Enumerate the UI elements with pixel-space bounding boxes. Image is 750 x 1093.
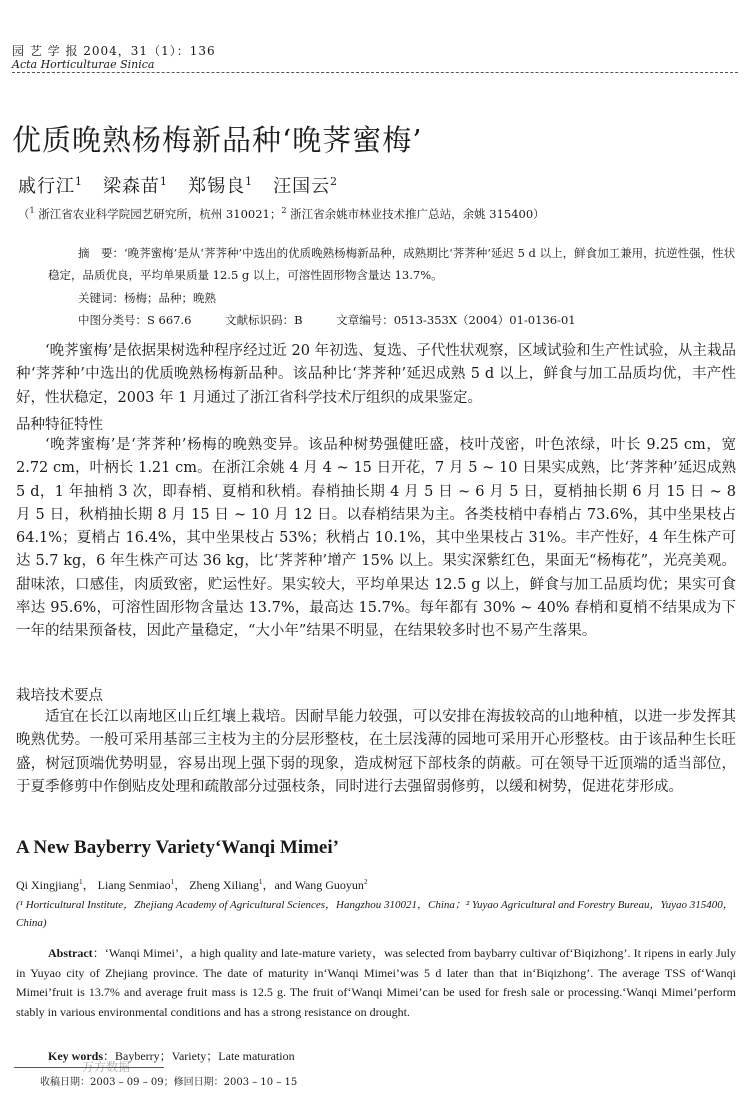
author-cn: 戚行江 <box>18 176 75 197</box>
author-cn: 郑锡良 <box>188 176 246 197</box>
abstract-en <box>16 944 736 1022</box>
author-cn: 梁森苗 <box>103 176 161 197</box>
keywords-en-text: ：Bayberry；Variety；Late maturation <box>103 1049 295 1063</box>
keywords-cn: 关键词：杨梅；品种；晚熟 <box>78 291 216 305</box>
abstract-en-text: ：‘Wanqi Mimei’，a high quality and late-mature variety，was selected from baybarry cultivar of‘Biqizhong’. It ripens in early July in Yuyao city of Zhejiang province. The date of maturity in‘Wanqi Mimei’was 5 d later than that in‘Biqizhong’. The average TSS of‘Wanqi Mimei’fruit is 13.7% and average fruit mass is 12.5 g. The fruit of‘Wanqi Mimei’can be used for fresh sale or processing.‘Wanqi Mimei’perform stably in various environmental conditions and has a strong resistance on drought. <box>16 946 736 1019</box>
abstract-cn: 摘 要：‘晚荠蜜梅’是从‘荠荠种’中选出的优质晚熟杨梅新品种，成熟期比‘荠荠种’延迟 5 d 以上，鲜食加工兼用，抗逆性强，性状稳定，品质优良，平均单果质量 12.5 g 以上，可溶性固形物含量达 13.7%。 <box>48 246 736 282</box>
cultivation-paragraph: 适宜在长江以南地区山丘红壤上栽培。因耐旱能力较强，可以安排在海拔较高的山地种植，以进一步发挥其晚熟优势。一般可采用基部三主枝为主的分层形整枝，在土层浅薄的园地可采用开心形整枝。由于该品种生长旺盛，树冠顶端优势明显，容易出现上强下弱的现象，造成树冠下部枝条的荫蔽。可在领导干近顶端的适当部位，于夏季修剪中作倒贴皮处理和疏散部分过强枝条，同时进行去强留弱修剪，以缓和树势，促进花芽形成。 <box>16 709 736 795</box>
section-title-cultivation: 栽培技术要点 <box>16 688 103 704</box>
watermark: 万方数据 <box>82 1060 131 1074</box>
journal-header: 园 艺 学 报 2004，31（1）：136 <box>12 44 216 58</box>
intro-paragraph: ‘晚荠蜜梅’是依据果树选种程序经过近 20 年初选、复选、子代性状观察，区域试验和生产性试验，从主栽品种‘荠荠种’中选出的优质晚熟杨梅新品种。该品种比‘荠荠种’延迟成熟 5 d 以上，鲜食与加工品质均优，丰产性好，性状稳定，2003 年 1 月通过了浙江省科学技术厅组织的成果鉴定。 <box>16 343 736 406</box>
title-en: A New Bayberry Variety‘Wanqi Mimei’ <box>16 837 339 858</box>
author-cn: 汪国云 <box>273 176 331 197</box>
title-cn: 优质晚熟杨梅新品种‘晚荠蜜梅’ <box>12 123 423 157</box>
author-en: Liang Senmiao <box>97 878 171 892</box>
abstract-en-label: Abstract <box>48 946 93 960</box>
clc-number: 中图分类号：S 667.6 <box>78 313 192 327</box>
author-en: Wang Guoyun <box>294 878 364 892</box>
author-en: Qi Xingjiang <box>16 878 79 892</box>
authors-cn: 戚行江$^1$ 梁森苗$^1$ 郑锡良$^1$ 汪国云$^2$ <box>18 175 339 197</box>
affiliation-en: (¹ Horticultural Institute，Zhejiang Academy of Agricultural Sciences，Hangzhou 310021，China；² Yuyao Agricultural and Forestry Bureau，Yuyao 315400，China) <box>16 899 734 929</box>
footnote-rule <box>14 1067 164 1068</box>
keywords-en-label: Key words <box>48 1049 103 1063</box>
section-title-characteristics: 品种特征特性 <box>16 417 103 433</box>
affiliation-cn: （$^1$ 浙江省农业科学院园艺研究所，杭州 310021；$^2$ 浙江省余姚市林业技术推广总站，余姚 315400） <box>18 206 545 221</box>
characteristics-paragraph: ‘晚荠蜜梅’是‘荠荠种’杨梅的晚熟变异。该品种树势强健旺盛，枝叶茂密，叶色浓绿，叶长 9.25 cm，宽 2.72 cm，叶柄长 1.21 cm。在浙江余姚 4 月 4 ~ 15 日开花，7 月 5 ~ 10 日果实成熟，比‘荠荠种’延迟成熟 5 d，1 年抽梢 3 次，即春梢、夏梢和秋梢。春梢抽长期 4 月 5 日 ~ 6 月 5 日，夏梢抽长期 6 月 15 日 ~ 8 月 5 日，秋梢抽长期 8 月 15 日 ~ 10 月 12 日。以春梢结果为主。各类枝梢中春梢占 73.6%，其中坐果枝占 64.1%；夏梢占 16.4%，其中坐果枝占 53%；秋梢占 10.1%，其中坐果枝占 31%。丰产性好，4 年生株产可达 5.7 kg，6 年生株产可达 36 kg，比‘荠荠种’增产 15% 以上。果实深紫红色，果面无“杨梅花”，光亮美观。甜味浓，口感佳，肉质致密，贮运性好。果实较大，平均单果达 12.5 g 以上，鲜食与加工品质均优；果实可食率达 95.6%，可溶性固形物含量达 13.7%，最高达 15.7%。每年都有 30% ~ 40% 春梢和夏梢不结果成为下一年的结果预备枝，因此产量稳定，“大小年”结果不明显，在结果较多时也不易产生落果。 <box>16 437 736 640</box>
article-number: 文章编号：0513-353X（2004）01-0136-01 <box>336 313 576 327</box>
author-en: Zheng Xiliang <box>189 878 259 892</box>
received-date-footnote: 收稿日期：2003 – 09 – 09；修回日期：2003 – 10 – 15 <box>40 1077 298 1088</box>
doc-code: 文献标识码：B <box>225 313 303 327</box>
journal-name-en: Acta Horticulturae Sinica <box>12 58 155 71</box>
classification-cn <box>78 312 606 328</box>
header-rule <box>12 72 738 73</box>
authors-en: Qi Xingjiang$^1$， Liang Senmiao$^1$， Zheng Xiliang$^1$，and Wang Guoyun$^2$ <box>16 878 368 892</box>
